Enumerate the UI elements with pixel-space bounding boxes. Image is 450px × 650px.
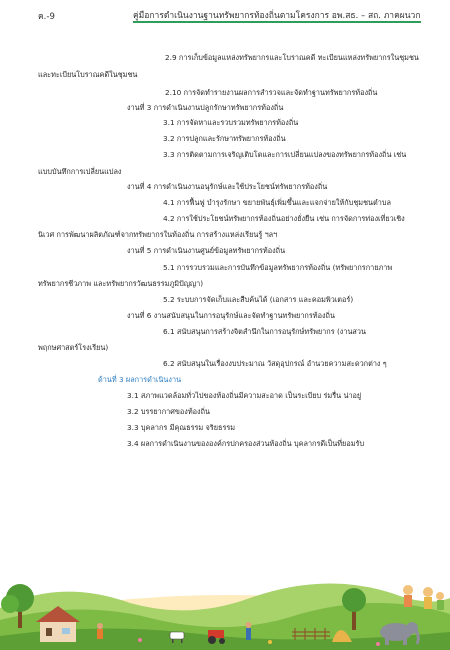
text-line: 3.4 ผลการดำเนินงานขององค์กรปกครองส่วนท้องถิ่น บุคลากรดีเป็นที่ยอมรับ — [127, 439, 365, 448]
text-line: 2.10 การจัดทำรายงานผลการสำรวจและจัดทำฐานทรัพยากรท้องถิ่น — [165, 88, 378, 97]
text-line: 3.2 บรรยากาศของท้องถิ่น — [127, 407, 211, 416]
text-line: ทรัพยากรชีวภาพ และทรัพยากรวัฒนธรรมภูมิปัญญา) — [38, 279, 204, 288]
text-line: พฤกษศาสตร์โรงเรียน) — [38, 343, 109, 352]
text-line: 5.1 การรวบรวมและการบันทึกข้อมูลทรัพยากรท้องถิ่น (ทรัพยากรกายภาพ — [163, 263, 393, 272]
header-title: คู่มือการดำเนินงานฐานทรัพยากรท้องถิ่นตามโครงการ อพ.สธ. – สถ. ภาคผนวก — [133, 11, 421, 21]
text-line: 4.1 การฟื้นฟู บำรุงรักษา ขยายพันธุ์เพิ่มขึ้นและแจกจ่ายให้กับชุมชนตำบล — [163, 198, 391, 207]
text-line: 6.2 สนับสนุนในเรื่องงบประมาณ วัสดุอุปกรณ์ อำนวยความสะดวกต่าง ๆ — [163, 359, 387, 368]
text-line: 6.1 สนับสนุนการสร้างจิตสำนึกในการอนุรักษ์ทรัพยากร (งานสวน — [163, 327, 366, 336]
countryside-scene-illustration — [0, 548, 450, 650]
text-line: 2.9 การเก็บข้อมูลแหล่งทรัพยากรและโบราณคดี ทะเบียนแหล่งทรัพยากรในชุมชน — [165, 53, 419, 62]
text-line: งานที่ 5 การดำเนินงานศูนย์ข้อมูลทรัพยากรท้องถิ่น — [127, 246, 286, 255]
section-heading: ด้านที่ 3 ผลการดำเนินงาน — [98, 375, 182, 384]
text-line: 5.2 ระบบการจัดเก็บและสืบค้นได้ (เอกสาร และคอมพิวเตอร์) — [163, 295, 354, 304]
text-line: 3.1 สภาพแวดล้อมทั่วไปของท้องถิ่นมีความสะอาด เป็นระเบียบ ร่มรื่น น่าอยู่ — [127, 391, 362, 400]
header-rule — [133, 21, 421, 23]
text-line: และทะเบียนโบราณคดีในชุมชน — [38, 70, 138, 79]
text-line: นิเวศ การพัฒนาผลิตภัณฑ์จากทรัพยากรในท้องถิ่น การสร้างแหล่งเรียนรู้ ฯลฯ — [38, 230, 278, 239]
page-number: ค.-9 — [38, 12, 55, 22]
text-line: งานที่ 4 การดำเนินงานอนุรักษ์และใช้ประโยชน์ทรัพยากรท้องถิ่น — [127, 182, 328, 191]
footer-illustration — [0, 548, 450, 650]
text-line: 4.2 การใช้ประโยชน์ทรัพยากรท้องถิ่นอย่างยั่งยืน เช่น การจัดการท่องเที่ยวเชิง — [163, 214, 405, 223]
page-header — [0, 0, 450, 26]
text-line: 3.3 การติดตามการเจริญเติบโตและการเปลี่ยนแปลงของทรัพยากรท้องถิ่น เช่น — [163, 150, 407, 159]
text-line: 3.1 การจัดหาและรวบรวมทรัพยากรท้องถิ่น — [163, 118, 299, 127]
text-line: งานที่ 3 การดำเนินงานปลูกรักษาทรัพยากรท้องถิ่น — [127, 103, 284, 112]
text-line: แบบบันทึกการเปลี่ยนแปลง — [38, 167, 122, 176]
text-line: งานที่ 6 งานสนับสนุนในการอนุรักษ์และจัดทำฐานทรัพยากรท้องถิ่น — [127, 311, 335, 320]
text-line: 3.3 บุคลากร มีคุณธรรม จริยธรรม — [127, 423, 236, 432]
text-line: 3.2 การปลูกและรักษาทรัพยากรท้องถิ่น — [163, 134, 286, 143]
